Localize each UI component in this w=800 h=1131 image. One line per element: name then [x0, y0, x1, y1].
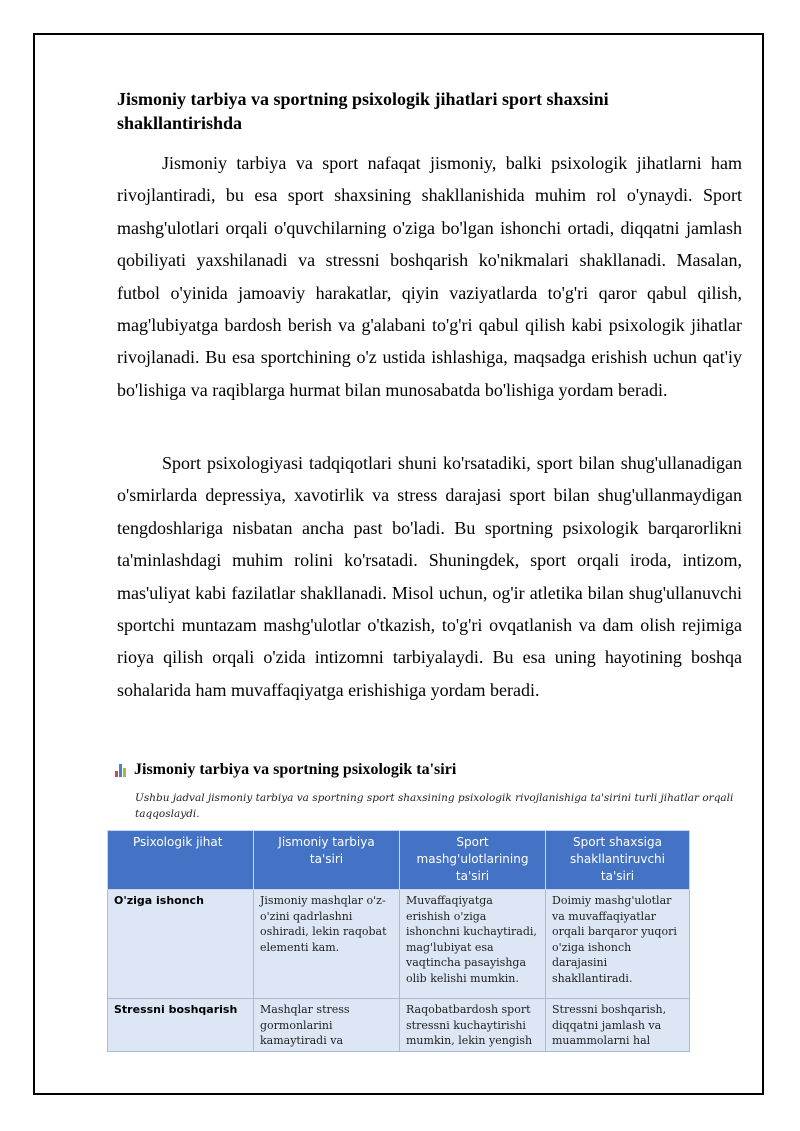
table-cell: Mashqlar stress gormonlarini kamaytiradi va	[254, 999, 400, 1052]
table-header-cell: Psixologik jihat	[108, 831, 254, 890]
table-cell: Raqobatbardosh sport stressni kuchaytirishi mumkin, lekin yengish	[400, 999, 546, 1052]
table-header-cell: Sport mashg'ulotlarining ta'siri	[400, 831, 546, 890]
table-header-cell: Jismoniy tarbiya ta'siri	[254, 831, 400, 890]
bar-chart-icon	[115, 763, 129, 777]
table-cell: Doimiy mashg'ulotlar va muvaffaqiyatlar orqali barqaror yuqori o'ziga ishonch darajasini shakllantiradi.	[546, 890, 690, 999]
table-cell: Jismoniy mashqlar o'z-o'zini qadrlashni oshiradi, lekin raqobat elementi kam.	[254, 890, 400, 999]
table-header-cell: Sport shaxsiga shakllantiruvchi ta'siri	[546, 831, 690, 890]
document-heading: Jismoniy tarbiya va sportning psixologik jihatlari sport shaxsini shakllantirishda	[117, 89, 609, 133]
table-cell: Stressni boshqarish, diqqatni jamlash va muammolarni hal	[546, 999, 690, 1052]
table-row	[108, 890, 690, 999]
comparison-table	[107, 830, 690, 1052]
paragraph-2: Sport psixologiyasi tadqiqotlari shuni ko'rsatadiki, sport bilan shug'ullanadigan o'smirlarda depressiya, xavotirlik va stress darajasi sport bilan shug'ullanmaydigan tengdoshlariga nisbatan ancha past bo'ladi. Bu sportning psixologik barqarorlikni ta'minlashdagi muhim rolini ko'rsatadi. Shuningdek, sport orqali iroda, intizom, mas'uliyat kabi fazilatlar shakllanadi. Misol uchun, og'ir atletika bilan shug'ullanuvchi sportchi muntazam mashg'ulotlar o'tkazish, to'g'ri ovqatlanish va dam olish rejimiga rioya qilish orqali o'zida intizomni tarbiyalaydi. Bu esa uning hayotining boshqa sohalarida ham muvaffaqiyatga erishishiga yordam beradi.	[117, 453, 742, 700]
row-label: O'ziga ishonch	[108, 890, 254, 999]
table-caption: Ushbu jadval jismoniy tarbiya va sportning sport shaxsining psixologik rivojlanishiga ta'sirini turli jihatlar orqali taqqoslaydi.	[135, 792, 734, 820]
paragraph-1: Jismoniy tarbiya va sport nafaqat jismoniy, balki psixologik jihatlarni ham rivojlantiradi, bu esa sport shaxsining shakllanishida muhim rol o'ynaydi. Sport mashg'ulotlari orqali o'quvchilarning o'ziga bo'lgan ishonchi ortadi, diqqatni jamlash qobiliyati yaxshilanadi va stressni boshqarish ko'nikmalari shakllanadi. Masalan, futbol o'yinida jamoaviy harakatlar, qiyin vaziyatlarda to'g'ri qaror qabul qilish, mag'lubiyatga bardosh berish va g'alabani to'g'ri qabul qilish kabi psixologik jihatlar rivojlanadi. Bu esa sportchining o'z ustida ishlashiga, maqsadga erishish uchun qat'iy bo'lishiga va raqiblarga hurmat bilan munosabatda bo'lishiga yordam beradi.	[117, 153, 742, 400]
section-title-text: Jismoniy tarbiya va sportning psixologik ta'siri	[134, 761, 457, 778]
table-header-row	[108, 831, 690, 890]
table-row	[108, 999, 690, 1052]
table-cell: Muvaffaqiyatga erishish o'ziga ishonchni kuchaytiradi, mag'lubiyat esa vaqtincha pasayishga olib kelishi mumkin.	[400, 890, 546, 999]
row-label: Stressni boshqarish	[108, 999, 254, 1052]
section-title	[115, 760, 456, 780]
